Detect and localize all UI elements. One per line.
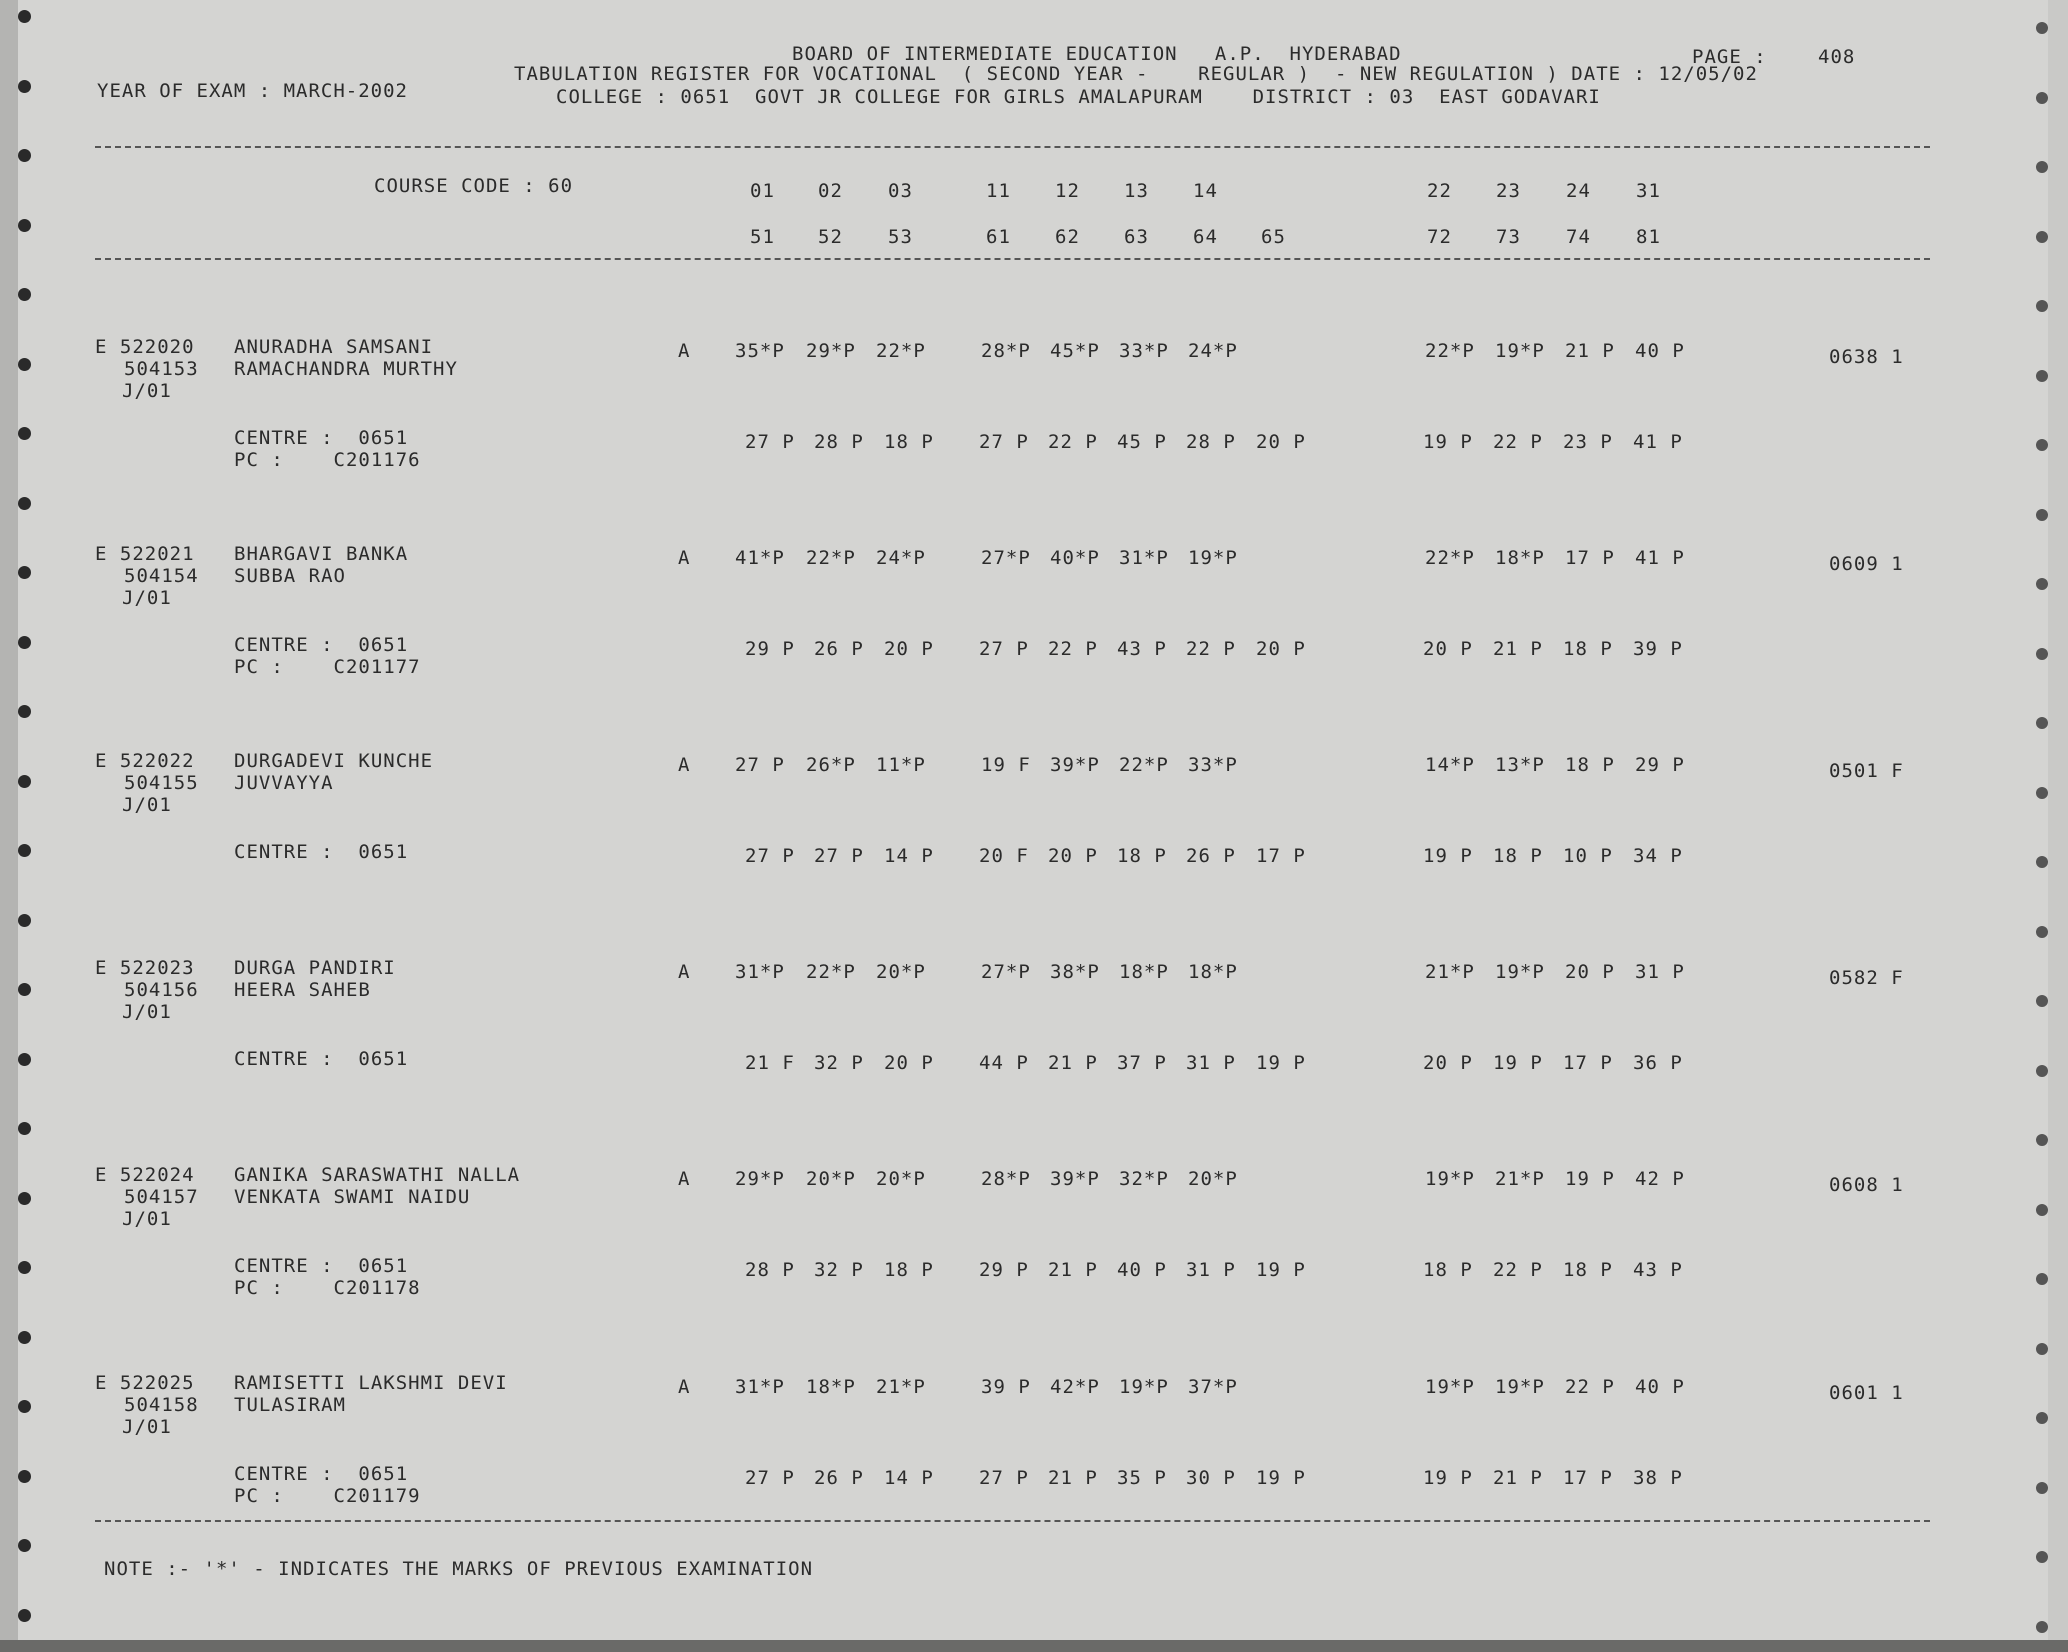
mark-cell: 39 P	[981, 1376, 1031, 1398]
group-code: J/01	[122, 794, 172, 816]
subject-code: 62	[1055, 226, 1080, 248]
header-board-title: BOARD OF INTERMEDIATE EDUCATION A.P. HYDERABAD	[792, 43, 1402, 65]
hall-ticket-number: E 522023	[95, 957, 195, 979]
mark-cell: 22*P	[806, 547, 856, 569]
course-code: COURSE CODE : 60	[374, 175, 574, 197]
footnote: NOTE :- '*' - INDICATES THE MARKS OF PREVIOUS EXAMINATION	[104, 1558, 814, 1580]
hall-ticket-number: E 522025	[95, 1372, 195, 1394]
subject-code: 65	[1261, 226, 1286, 248]
mark-cell: 27 P	[979, 431, 1029, 453]
subject-code: 02	[818, 180, 843, 202]
father-name: SUBBA RAO	[234, 565, 346, 587]
feed-hole	[2036, 370, 2048, 382]
mark-cell: 27 P	[745, 431, 795, 453]
feed-hole	[2036, 926, 2048, 938]
mark-cell: 34 P	[1633, 845, 1683, 867]
subject-code: 31	[1636, 180, 1661, 202]
mark-cell: 19*P	[1495, 1376, 1545, 1398]
mark-cell: 24*P	[1188, 340, 1238, 362]
pc-number: PC : C201177	[234, 656, 421, 678]
mark-cell: 27*P	[981, 961, 1031, 983]
mark-cell: 33*P	[1119, 340, 1169, 362]
mark-cell: 19 P	[1423, 1467, 1473, 1489]
separator-header	[95, 258, 1930, 260]
mark-cell: 23 P	[1563, 431, 1613, 453]
mark-cell: 19 P	[1256, 1467, 1306, 1489]
paper-edge-left	[0, 0, 18, 1652]
feed-hole	[18, 636, 31, 649]
mark-cell: 21 P	[1048, 1259, 1098, 1281]
student-name: DURGADEVI KUNCHE	[234, 750, 434, 772]
total-result: 0582 F	[1829, 967, 1904, 989]
mark-cell: 42 P	[1635, 1168, 1685, 1190]
subject-code: 01	[750, 180, 775, 202]
mark-cell: 18*P	[1495, 547, 1545, 569]
subject-code: 23	[1496, 180, 1521, 202]
mark-cell: 22 P	[1048, 638, 1098, 660]
mark-cell: 43 P	[1633, 1259, 1683, 1281]
feed-hole	[2036, 1134, 2048, 1146]
mark-cell: 20 P	[1565, 961, 1615, 983]
feed-hole	[2036, 995, 2048, 1007]
student-grade: A	[678, 961, 691, 983]
feed-hole	[18, 80, 31, 93]
mark-cell: 22*P	[1425, 340, 1475, 362]
feed-hole	[2036, 1273, 2048, 1285]
mark-cell: 19*P	[1119, 1376, 1169, 1398]
subject-code: 14	[1193, 180, 1218, 202]
header-college-line: COLLEGE : 0651 GOVT JR COLLEGE FOR GIRLS AMALAPURAM DISTRICT : 03 EAST GODAVARI	[556, 86, 1601, 108]
page-label: PAGE :	[1692, 46, 1767, 68]
subject-code: 72	[1427, 226, 1452, 248]
centre-code: CENTRE : 0651	[234, 427, 409, 449]
feed-hole	[2036, 717, 2048, 729]
page-number: 408	[1818, 46, 1856, 68]
feed-hole	[18, 1261, 31, 1274]
mark-cell: 17 P	[1565, 547, 1615, 569]
subject-code: 03	[888, 180, 913, 202]
mark-cell: 28*P	[981, 340, 1031, 362]
mark-cell: 42*P	[1050, 1376, 1100, 1398]
feed-hole	[18, 427, 31, 440]
hall-ticket-number: E 522022	[95, 750, 195, 772]
feed-hole	[2036, 1551, 2048, 1563]
mark-cell: 26 P	[814, 638, 864, 660]
mark-cell: 21 F	[745, 1052, 795, 1074]
subject-code: 24	[1566, 180, 1591, 202]
feed-hole	[18, 1331, 31, 1344]
feed-hole	[18, 497, 31, 510]
feed-hole	[18, 1400, 31, 1413]
father-name: RAMACHANDRA MURTHY	[234, 358, 458, 380]
mark-cell: 18 P	[1493, 845, 1543, 867]
mark-cell: 31 P	[1635, 961, 1685, 983]
subject-code: 81	[1636, 226, 1661, 248]
mark-cell: 20*P	[806, 1168, 856, 1190]
total-result: 0608 1	[1829, 1174, 1904, 1196]
mark-cell: 19*P	[1495, 961, 1545, 983]
mark-cell: 18 P	[884, 1259, 934, 1281]
mark-cell: 31 P	[1186, 1259, 1236, 1281]
mark-cell: 35*P	[735, 340, 785, 362]
mark-cell: 43 P	[1117, 638, 1167, 660]
mark-cell: 36 P	[1633, 1052, 1683, 1074]
mark-cell: 32*P	[1119, 1168, 1169, 1190]
centre-code: CENTRE : 0651	[234, 1255, 409, 1277]
mark-cell: 10 P	[1563, 845, 1613, 867]
mark-cell: 20*P	[1188, 1168, 1238, 1190]
student-name: DURGA PANDIRI	[234, 957, 396, 979]
paper-edge-bottom	[0, 1640, 2068, 1652]
mark-cell: 20 P	[1423, 638, 1473, 660]
mark-cell: 20 P	[884, 1052, 934, 1074]
mark-cell: 11*P	[876, 754, 926, 776]
feed-hole	[2036, 300, 2048, 312]
mark-cell: 18 P	[884, 431, 934, 453]
mark-cell: 19 P	[1565, 1168, 1615, 1190]
father-name: HEERA SAHEB	[234, 979, 371, 1001]
mark-cell: 13*P	[1495, 754, 1545, 776]
student-grade: A	[678, 754, 691, 776]
mark-cell: 24*P	[876, 547, 926, 569]
mark-cell: 22 P	[1493, 431, 1543, 453]
mark-cell: 29*P	[735, 1168, 785, 1190]
group-code: J/01	[122, 587, 172, 609]
header-register-title: TABULATION REGISTER FOR VOCATIONAL ( SECOND YEAR - REGULAR ) - NEW REGULATION ) DATE : 12/05/02	[514, 63, 1758, 85]
mark-cell: 19*P	[1425, 1168, 1475, 1190]
mark-cell: 27 P	[814, 845, 864, 867]
feed-hole	[2036, 161, 2048, 173]
mark-cell: 26 P	[1186, 845, 1236, 867]
subject-code: 64	[1193, 226, 1218, 248]
mark-cell: 19 P	[1423, 845, 1473, 867]
feed-hole	[2036, 1065, 2048, 1077]
mark-cell: 19 P	[1423, 431, 1473, 453]
mark-cell: 17 P	[1563, 1467, 1613, 1489]
mark-cell: 41 P	[1635, 547, 1685, 569]
feed-hole	[18, 1122, 31, 1135]
registration-number: 504157	[124, 1186, 199, 1208]
feed-hole	[18, 705, 31, 718]
mark-cell: 20 P	[1048, 845, 1098, 867]
mark-cell: 35 P	[1117, 1467, 1167, 1489]
feed-hole	[18, 219, 31, 232]
registration-number: 504158	[124, 1394, 199, 1416]
mark-cell: 26*P	[806, 754, 856, 776]
student-name: RAMISETTI LAKSHMI DEVI	[234, 1372, 508, 1394]
mark-cell: 38 P	[1633, 1467, 1683, 1489]
mark-cell: 28*P	[981, 1168, 1031, 1190]
mark-cell: 20*P	[876, 961, 926, 983]
feed-hole	[18, 1609, 31, 1622]
mark-cell: 37 P	[1117, 1052, 1167, 1074]
mark-cell: 27 P	[979, 1467, 1029, 1489]
mark-cell: 39*P	[1050, 754, 1100, 776]
mark-cell: 27 P	[735, 754, 785, 776]
total-result: 0638 1	[1829, 346, 1904, 368]
feed-hole	[18, 914, 31, 927]
feed-hole	[18, 775, 31, 788]
mark-cell: 30 P	[1186, 1467, 1236, 1489]
feed-hole	[18, 288, 31, 301]
mark-cell: 44 P	[979, 1052, 1029, 1074]
mark-cell: 21 P	[1493, 1467, 1543, 1489]
feed-hole	[2036, 1412, 2048, 1424]
group-code: J/01	[122, 1208, 172, 1230]
feed-hole	[18, 10, 31, 23]
pc-number: PC : C201178	[234, 1277, 421, 1299]
mark-cell: 22 P	[1186, 638, 1236, 660]
registration-number: 504154	[124, 565, 199, 587]
feed-hole	[18, 1470, 31, 1483]
mark-cell: 37*P	[1188, 1376, 1238, 1398]
mark-cell: 18 P	[1423, 1259, 1473, 1281]
student-name: ANURADHA SAMSANI	[234, 336, 434, 358]
mark-cell: 22*P	[1425, 547, 1475, 569]
mark-cell: 18 P	[1565, 754, 1615, 776]
mark-cell: 28 P	[814, 431, 864, 453]
feed-hole	[2036, 1204, 2048, 1216]
mark-cell: 29 P	[1635, 754, 1685, 776]
father-name: TULASIRAM	[234, 1394, 346, 1416]
mark-cell: 21 P	[1048, 1467, 1098, 1489]
separator-top	[95, 146, 1930, 148]
mark-cell: 41*P	[735, 547, 785, 569]
feed-hole	[2036, 231, 2048, 243]
feed-hole	[2036, 856, 2048, 868]
subject-code: 22	[1427, 180, 1452, 202]
mark-cell: 40*P	[1050, 547, 1100, 569]
student-grade: A	[678, 1376, 691, 1398]
registration-number: 504155	[124, 772, 199, 794]
registration-number: 504156	[124, 979, 199, 1001]
mark-cell: 20 P	[1256, 431, 1306, 453]
feed-hole	[2036, 648, 2048, 660]
feed-hole	[18, 566, 31, 579]
centre-code: CENTRE : 0651	[234, 634, 409, 656]
subject-code: 13	[1124, 180, 1149, 202]
mark-cell: 21*P	[1495, 1168, 1545, 1190]
mark-cell: 39*P	[1050, 1168, 1100, 1190]
mark-cell: 31*P	[735, 1376, 785, 1398]
father-name: JUVVAYYA	[234, 772, 334, 794]
mark-cell: 27 P	[745, 845, 795, 867]
mark-cell: 19*P	[1188, 547, 1238, 569]
mark-cell: 32 P	[814, 1259, 864, 1281]
feed-hole	[18, 149, 31, 162]
mark-cell: 19 P	[1256, 1259, 1306, 1281]
feed-hole	[2036, 578, 2048, 590]
mark-cell: 20 F	[979, 845, 1029, 867]
mark-cell: 20*P	[876, 1168, 926, 1190]
feed-hole	[2036, 22, 2048, 34]
mark-cell: 38*P	[1050, 961, 1100, 983]
mark-cell: 14*P	[1425, 754, 1475, 776]
group-code: J/01	[122, 380, 172, 402]
mark-cell: 18 P	[1563, 638, 1613, 660]
mark-cell: 29 P	[979, 1259, 1029, 1281]
subject-code: 12	[1055, 180, 1080, 202]
group-code: J/01	[122, 1001, 172, 1023]
mark-cell: 22 P	[1565, 1376, 1615, 1398]
mark-cell: 40 P	[1635, 1376, 1685, 1398]
hall-ticket-number: E 522021	[95, 543, 195, 565]
mark-cell: 19 P	[1493, 1052, 1543, 1074]
separator-bottom	[95, 1520, 1930, 1522]
feed-hole	[2036, 439, 2048, 451]
total-result: 0501 F	[1829, 760, 1904, 782]
mark-cell: 39 P	[1633, 638, 1683, 660]
father-name: VENKATA SWAMI NAIDU	[234, 1186, 471, 1208]
feed-hole	[2036, 787, 2048, 799]
subject-code: 53	[888, 226, 913, 248]
mark-cell: 22*P	[876, 340, 926, 362]
mark-cell: 18 P	[1563, 1259, 1613, 1281]
mark-cell: 18 P	[1117, 845, 1167, 867]
mark-cell: 20 P	[884, 638, 934, 660]
mark-cell: 18*P	[1188, 961, 1238, 983]
centre-code: CENTRE : 0651	[234, 841, 409, 863]
mark-cell: 21*P	[1425, 961, 1475, 983]
feed-hole	[18, 844, 31, 857]
centre-code: CENTRE : 0651	[234, 1048, 409, 1070]
feed-hole	[2036, 1482, 2048, 1494]
mark-cell: 29 P	[745, 638, 795, 660]
mark-cell: 41 P	[1633, 431, 1683, 453]
mark-cell: 33*P	[1188, 754, 1238, 776]
student-grade: A	[678, 340, 691, 362]
pc-number: PC : C201179	[234, 1485, 421, 1507]
mark-cell: 14 P	[884, 845, 934, 867]
group-code: J/01	[122, 1416, 172, 1438]
mark-cell: 31*P	[735, 961, 785, 983]
pc-number: PC : C201176	[234, 449, 421, 471]
subject-code: 52	[818, 226, 843, 248]
mark-cell: 19*P	[1425, 1376, 1475, 1398]
subject-code: 51	[750, 226, 775, 248]
mark-cell: 17 P	[1563, 1052, 1613, 1074]
mark-cell: 27 P	[979, 638, 1029, 660]
hall-ticket-number: E 522020	[95, 336, 195, 358]
total-result: 0601 1	[1829, 1382, 1904, 1404]
mark-cell: 21 P	[1565, 340, 1615, 362]
feed-hole	[2036, 1343, 2048, 1355]
student-name: BHARGAVI BANKA	[234, 543, 409, 565]
mark-cell: 28 P	[745, 1259, 795, 1281]
mark-cell: 31 P	[1186, 1052, 1236, 1074]
mark-cell: 45*P	[1050, 340, 1100, 362]
student-grade: A	[678, 547, 691, 569]
feed-hole	[18, 1539, 31, 1552]
feed-hole	[18, 983, 31, 996]
mark-cell: 27*P	[981, 547, 1031, 569]
subject-code: 74	[1566, 226, 1591, 248]
subject-code: 63	[1124, 226, 1149, 248]
registration-number: 504153	[124, 358, 199, 380]
mark-cell: 18*P	[1119, 961, 1169, 983]
feed-hole	[18, 1192, 31, 1205]
mark-cell: 19*P	[1495, 340, 1545, 362]
mark-cell: 17 P	[1256, 845, 1306, 867]
mark-cell: 20 P	[1256, 638, 1306, 660]
mark-cell: 20 P	[1423, 1052, 1473, 1074]
mark-cell: 21 P	[1493, 638, 1543, 660]
feed-hole	[2036, 1621, 2048, 1633]
subject-code: 73	[1496, 226, 1521, 248]
mark-cell: 28 P	[1186, 431, 1236, 453]
mark-cell: 22 P	[1048, 431, 1098, 453]
feed-hole	[18, 1053, 31, 1066]
mark-cell: 40 P	[1117, 1259, 1167, 1281]
mark-cell: 45 P	[1117, 431, 1167, 453]
mark-cell: 19 P	[1256, 1052, 1306, 1074]
feed-hole	[2036, 92, 2048, 104]
mark-cell: 21 P	[1048, 1052, 1098, 1074]
total-result: 0609 1	[1829, 553, 1904, 575]
year-of-exam: YEAR OF EXAM : MARCH-2002	[97, 80, 408, 102]
mark-cell: 18*P	[806, 1376, 856, 1398]
mark-cell: 40 P	[1635, 340, 1685, 362]
mark-cell: 22*P	[806, 961, 856, 983]
centre-code: CENTRE : 0651	[234, 1463, 409, 1485]
student-grade: A	[678, 1168, 691, 1190]
feed-hole	[2036, 509, 2048, 521]
mark-cell: 22*P	[1119, 754, 1169, 776]
hall-ticket-number: E 522024	[95, 1164, 195, 1186]
mark-cell: 29*P	[806, 340, 856, 362]
mark-cell: 22 P	[1493, 1259, 1543, 1281]
mark-cell: 32 P	[814, 1052, 864, 1074]
mark-cell: 21*P	[876, 1376, 926, 1398]
mark-cell: 27 P	[745, 1467, 795, 1489]
subject-code: 11	[986, 180, 1011, 202]
mark-cell: 14 P	[884, 1467, 934, 1489]
mark-cell: 19 F	[981, 754, 1031, 776]
mark-cell: 31*P	[1119, 547, 1169, 569]
mark-cell: 26 P	[814, 1467, 864, 1489]
feed-hole	[18, 358, 31, 371]
student-name: GANIKA SARASWATHI NALLA	[234, 1164, 521, 1186]
subject-code: 61	[986, 226, 1011, 248]
